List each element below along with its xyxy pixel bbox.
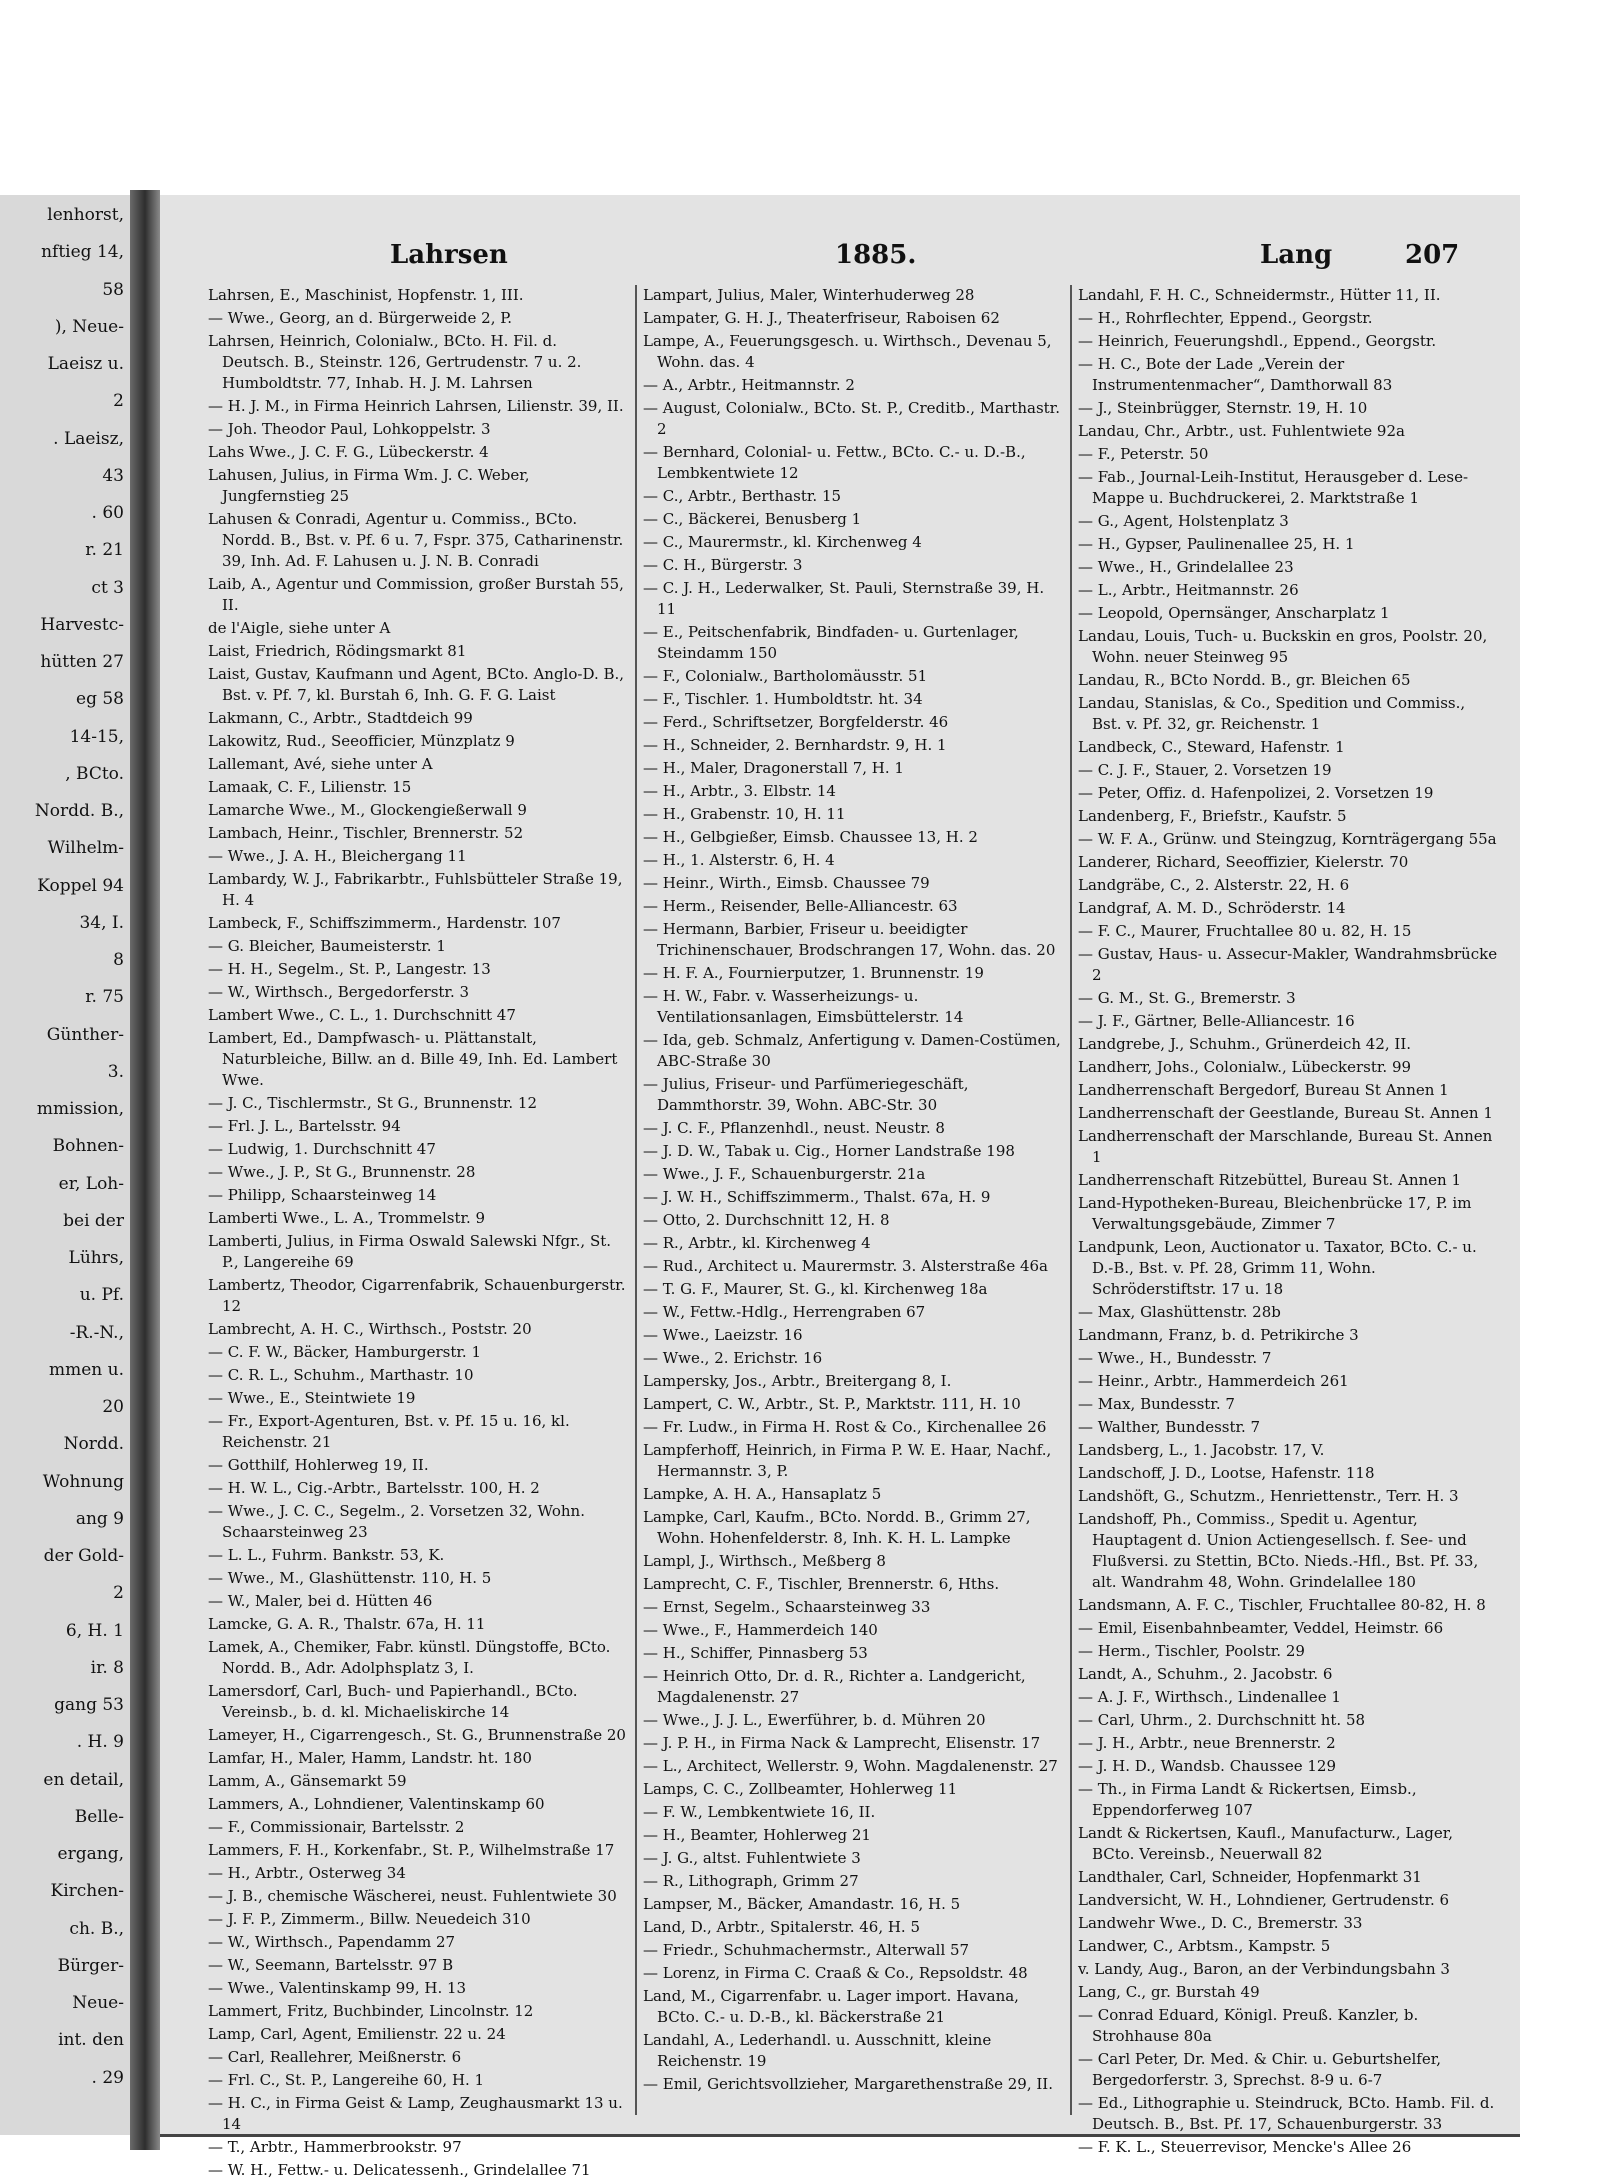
directory-entry: Lamarche Wwe., M., Glockengießerwall 9 bbox=[208, 801, 527, 819]
directory-entry: — J., Steinbrügger, Sternstr. 19, H. 10 bbox=[1078, 399, 1368, 417]
directory-entry: Landgrebe, J., Schuhm., Grünerdeich 42, II. bbox=[1078, 1035, 1412, 1053]
directory-entry: Landt & Rickertsen, Kaufl., Manufacturw., Lager, BCto. Vereinsb., Neuerwall 82 bbox=[1078, 1824, 1454, 1863]
directory-entry: Landsmann, A. F. C., Tischler, Fruchtallee 80-82, H. 8 bbox=[1078, 1596, 1486, 1614]
directory-entry: — W., Maler, bei d. Hütten 46 bbox=[208, 1592, 433, 1610]
facing-page-text: 2 bbox=[113, 1583, 124, 1604]
directory-entry: Lammers, A., Lohndiener, Valentinskamp 60 bbox=[208, 1795, 545, 1813]
directory-entry: — F. C., Maurer, Fruchtallee 80 u. 82, H. 15 bbox=[1078, 922, 1412, 940]
directory-entry: — W., Wirthsch., Bergedorferstr. 3 bbox=[208, 983, 470, 1001]
directory-entry: — Ludwig, 1. Durchschnitt 47 bbox=[208, 1140, 436, 1158]
directory-entry: — Carl, Uhrm., 2. Durchschnitt ht. 58 bbox=[1078, 1711, 1366, 1729]
directory-entry: — W., Fettw.-Hdlg., Herrengraben 67 bbox=[643, 1303, 926, 1321]
facing-page-text: 34, I. bbox=[79, 912, 124, 933]
facing-page-text: hütten 27 bbox=[40, 652, 124, 673]
facing-page-text: en detail, bbox=[43, 1769, 124, 1790]
directory-entry: — Heinrich, Feuerungshdl., Eppend., Georgstr. bbox=[1078, 332, 1437, 350]
directory-entry: Landherrenschaft der Marschlande, Bureau St. Annen 1 bbox=[1078, 1127, 1493, 1166]
column-divider bbox=[635, 285, 637, 2115]
directory-entry: — Wwe., J. C. C., Segelm., 2. Vorsetzen 32, Wohn. Schaarsteinweg 23 bbox=[208, 1502, 585, 1541]
column-2 bbox=[643, 285, 1063, 2115]
directory-entry: — F., Commissionair, Bartelsstr. 2 bbox=[208, 1818, 465, 1836]
directory-entry: — C., Maurermstr., kl. Kirchenweg 4 bbox=[643, 533, 922, 551]
directory-entry: Lambach, Heinr., Tischler, Brennerstr. 52 bbox=[208, 824, 524, 842]
directory-entry: — Wwe., H., Grindelallee 23 bbox=[1078, 558, 1294, 576]
facing-page-text: ergang, bbox=[57, 1844, 124, 1865]
directory-entry: — Frl. J. L., Bartelsstr. 94 bbox=[208, 1117, 401, 1135]
facing-page-fragment bbox=[0, 195, 130, 2135]
page-bottom-edge bbox=[160, 2134, 1520, 2137]
facing-page-text: nftieg 14, bbox=[41, 242, 124, 263]
directory-entry: — H. W. L., Cig.-Arbtr., Bartelsstr. 100, H. 2 bbox=[208, 1479, 540, 1497]
directory-entry: Lahusen & Conradi, Agentur u. Commiss., BCto. Nordd. B., Bst. v. Pf. 6 u. 7, Fspr. 375, Catharinenstr. 39, Inh. Ad. F. Lahusen u. J. N. B. Conradi bbox=[208, 510, 624, 570]
directory-entry: Lang, C., gr. Burstah 49 bbox=[1078, 1983, 1260, 2001]
facing-page-text: mmen u. bbox=[48, 1359, 124, 1380]
directory-entry: Lambrecht, A. H. C., Wirthsch., Poststr. 20 bbox=[208, 1320, 532, 1338]
directory-entry: — L., Arbtr., Heitmannstr. 26 bbox=[1078, 581, 1299, 599]
directory-entry: Landwehr Wwe., D. C., Bremerstr. 33 bbox=[1078, 1914, 1363, 1932]
facing-page-text: ct 3 bbox=[91, 577, 124, 598]
directory-entry: — Friedr., Schuhmachermstr., Alterwall 57 bbox=[643, 1941, 970, 1959]
directory-entry: Landgraf, A. M. D., Schröderstr. 14 bbox=[1078, 899, 1346, 917]
directory-entry: — J. H. D., Wandsb. Chaussee 129 bbox=[1078, 1757, 1337, 1775]
directory-entry: — Hermann, Barbier, Friseur u. beeidigter Trichinenschauer, Brodschrangen 17, Wohn. das. 20 bbox=[643, 920, 1056, 959]
directory-entry: — H., Schneider, 2. Bernhardstr. 9, H. 1 bbox=[643, 736, 947, 754]
directory-page bbox=[160, 195, 1520, 2179]
directory-entry: Landau, Chr., Arbtr., ust. Fuhlentwiete 92a bbox=[1078, 422, 1405, 440]
directory-entry: Landherrenschaft Bergedorf, Bureau St Annen 1 bbox=[1078, 1081, 1449, 1099]
directory-entry: Landherr, Johs., Colonialw., Lübeckerstr. 99 bbox=[1078, 1058, 1412, 1076]
directory-entry: Landbeck, C., Steward, Hafenstr. 1 bbox=[1078, 738, 1345, 756]
book-gutter bbox=[130, 190, 160, 2150]
directory-entry: — H., Grabenstr. 10, H. 11 bbox=[643, 805, 846, 823]
directory-entry: — Gotthilf, Hohlerweg 19, II. bbox=[208, 1456, 429, 1474]
directory-entry: Landthaler, Carl, Schneider, Hopfenmarkt 31 bbox=[1078, 1868, 1422, 1886]
directory-entry: — J. G., altst. Fuhlentwiete 3 bbox=[643, 1849, 861, 1867]
directory-entry: — Bernhard, Colonial- u. Fettw., BCto. C.- u. D.-B., Lembkentwiete 12 bbox=[643, 443, 1026, 482]
directory-entry: Lamberti, Julius, in Firma Oswald Salewski Nfgr., St. P., Langereihe 69 bbox=[208, 1232, 612, 1271]
directory-entry: Landshöft, G., Schutzm., Henriettenstr., Terr. H. 3 bbox=[1078, 1487, 1459, 1505]
directory-entry: Lamek, A., Chemiker, Fabr. künstl. Düngstoffe, BCto. Nordd. B., Adr. Adolphsplatz 3, I. bbox=[208, 1638, 611, 1677]
directory-entry: — Ernst, Segelm., Schaarsteinweg 33 bbox=[643, 1598, 931, 1616]
facing-page-text: u. Pf. bbox=[79, 1285, 124, 1306]
directory-entry: — F. K. L., Steuerrevisor, Mencke's Allee 26 bbox=[1078, 2138, 1412, 2156]
facing-page-text: Harvestc- bbox=[40, 614, 124, 635]
directory-entry: — J. F. P., Zimmerm., Billw. Neuedeich 310 bbox=[208, 1910, 531, 1928]
directory-entry: — Frl. C., St. P., Langereihe 60, H. 1 bbox=[208, 2071, 485, 2089]
directory-entry: Landshoff, Ph., Commiss., Spedit u. Agentur, Hauptagent d. Union Actiengesellsch. f. See- und Flußversi. zu Stettin, BCto. Nieds.-Hfl., Bst. Pf. 33, alt. Wandrahm 48, Wohn. Grindelallee 180 bbox=[1078, 1510, 1479, 1591]
directory-entry: — August, Colonialw., BCto. St. P., Creditb., Marthastr. 2 bbox=[643, 399, 1060, 438]
directory-entry: — Ida, geb. Schmalz, Anfertigung v. Damen-Costümen, ABC-Straße 30 bbox=[643, 1031, 1061, 1070]
directory-entry: — H., Rohrflechter, Eppend., Georgstr. bbox=[1078, 309, 1373, 327]
directory-entry: — J. D. W., Tabak u. Cig., Horner Landstraße 198 bbox=[643, 1142, 1015, 1160]
facing-page-text: Koppel 94 bbox=[37, 875, 124, 896]
directory-entry: Lahs Wwe., J. C. F. G., Lübeckerstr. 4 bbox=[208, 443, 489, 461]
directory-entry: — Wwe., J. A. H., Bleichergang 11 bbox=[208, 847, 467, 865]
directory-entry: — F. W., Lembkentwiete 16, II. bbox=[643, 1803, 876, 1821]
directory-entry: — Wwe., H., Bundesstr. 7 bbox=[1078, 1349, 1272, 1367]
facing-page-text: Belle- bbox=[74, 1806, 124, 1827]
directory-entry: — Wwe., Georg, an d. Bürgerweide 2, P. bbox=[208, 309, 513, 327]
directory-entry: Lampke, A. H. A., Hansaplatz 5 bbox=[643, 1485, 882, 1503]
directory-entry: — H., Maler, Dragonerstall 7, H. 1 bbox=[643, 759, 904, 777]
directory-entry: Laist, Gustav, Kaufmann und Agent, BCto. Anglo-D. B., Bst. v. Pf. 7, kl. Burstah 6, Inh. G. F. G. Laist bbox=[208, 665, 625, 704]
directory-entry: — Carl Peter, Dr. Med. & Chir. u. Geburtshelfer, Bergedorferstr. 3, Sprechst. 8-9 u. 6-7 bbox=[1078, 2050, 1442, 2089]
directory-entry: — C., Bäckerei, Benusberg 1 bbox=[643, 510, 862, 528]
header-left-keyword: Lahrsen bbox=[390, 240, 508, 270]
directory-entry: — J. C., Tischlermstr., St G., Brunnenstr. 12 bbox=[208, 1094, 537, 1112]
directory-entry: Landt, A., Schuhm., 2. Jacobstr. 6 bbox=[1078, 1665, 1333, 1683]
directory-entry: Laist, Friedrich, Rödingsmarkt 81 bbox=[208, 642, 467, 660]
directory-entry: — Wwe., Valentinskamp 99, H. 13 bbox=[208, 1979, 467, 1997]
directory-entry: — A. J. F., Wirthsch., Lindenallee 1 bbox=[1078, 1688, 1341, 1706]
directory-entry: — Wwe., J. F., Schauenburgerstr. 21a bbox=[643, 1165, 926, 1183]
directory-entry: — Emil, Eisenbahnbeamter, Veddel, Heimstr. 66 bbox=[1078, 1619, 1444, 1637]
directory-entry: — Otto, 2. Durchschnitt 12, H. 8 bbox=[643, 1211, 890, 1229]
facing-page-text: . Laeisz, bbox=[53, 428, 124, 449]
facing-page-text: Wilhelm- bbox=[47, 838, 124, 859]
directory-entry: Lamersdorf, Carl, Buch- und Papierhandl., BCto. Vereinsb., b. d. kl. Michaeliskirche 14 bbox=[208, 1682, 578, 1721]
directory-entry: — H., Beamter, Hohlerweg 21 bbox=[643, 1826, 871, 1844]
directory-entry: — Herm., Reisender, Belle-Alliancestr. 63 bbox=[643, 897, 958, 915]
directory-entry: Lampater, G. H. J., Theaterfriseur, Raboisen 62 bbox=[643, 309, 1000, 327]
directory-entry: Lamberti Wwe., L. A., Trommelstr. 9 bbox=[208, 1209, 486, 1227]
facing-page-text: er, Loh- bbox=[58, 1173, 124, 1194]
facing-page-text: Kirchen- bbox=[50, 1881, 124, 1902]
facing-page-text: Bürger- bbox=[57, 1955, 124, 1976]
facing-page-text: 3. bbox=[107, 1061, 124, 1082]
directory-entry: de l'Aigle, siehe unter A bbox=[208, 619, 391, 637]
directory-entry: — Wwe., M., Glashüttenstr. 110, H. 5 bbox=[208, 1569, 492, 1587]
directory-entry: Landversicht, W. H., Lohndiener, Gertrudenstr. 6 bbox=[1078, 1891, 1450, 1909]
directory-entry: — Rud., Architect u. Maurermstr. 3. Alsterstraße 46a bbox=[643, 1257, 1048, 1275]
facing-page-text: Nordd. B., bbox=[34, 801, 124, 822]
facing-page-text: eg 58 bbox=[76, 689, 124, 710]
directory-entry: — Wwe., 2. Erichstr. 16 bbox=[643, 1349, 823, 1367]
directory-entry: — H. C., Bote der Lade „Verein der Instrumentenmacher“, Damthorwall 83 bbox=[1078, 355, 1393, 394]
directory-entry: — G., Agent, Holstenplatz 3 bbox=[1078, 512, 1289, 530]
directory-entry: — H. C., in Firma Geist & Lamp, Zeughausmarkt 13 u. 14 bbox=[208, 2094, 623, 2133]
directory-entry: Landgräbe, C., 2. Alsterstr. 22, H. 6 bbox=[1078, 876, 1350, 894]
directory-entry: Landschoff, J. D., Lootse, Hafenstr. 118 bbox=[1078, 1464, 1375, 1482]
directory-entry: — R., Arbtr., kl. Kirchenweg 4 bbox=[643, 1234, 871, 1252]
directory-entry: Lamp, Carl, Agent, Emilienstr. 22 u. 24 bbox=[208, 2025, 506, 2043]
directory-entry: — H., 1. Alsterstr. 6, H. 4 bbox=[643, 851, 835, 869]
directory-entry: — H., Gypser, Paulinenallee 25, H. 1 bbox=[1078, 535, 1355, 553]
directory-entry: Landau, Louis, Tuch- u. Buckskin en gros, Poolstr. 20, Wohn. neuer Steinweg 95 bbox=[1078, 627, 1488, 666]
directory-entry: — J. W. H., Schiffszimmerm., Thalst. 67a, H. 9 bbox=[643, 1188, 991, 1206]
directory-entry: Lakmann, C., Arbtr., Stadtdeich 99 bbox=[208, 709, 473, 727]
directory-entry: Landenberg, F., Briefstr., Kaufstr. 5 bbox=[1078, 807, 1347, 825]
directory-entry: — J. C. F., Pflanzenhdl., neust. Neustr. 8 bbox=[643, 1119, 945, 1137]
directory-entry: — F., Colonialw., Bartholomäusstr. 51 bbox=[643, 667, 928, 685]
directory-entry: — W. F. A., Grünw. und Steingzug, Kornträgergang 55a bbox=[1078, 830, 1497, 848]
facing-page-text: , BCto. bbox=[65, 763, 124, 784]
directory-entry: v. Landy, Aug., Baron, an der Verbindungsbahn 3 bbox=[1078, 1960, 1450, 1978]
directory-entry: Lamm, A., Gänsemarkt 59 bbox=[208, 1772, 407, 1790]
column-1 bbox=[208, 285, 628, 2179]
facing-page-text: bei der bbox=[63, 1210, 124, 1231]
facing-page-text: Neue- bbox=[72, 1993, 124, 2014]
directory-entry: — T. G. F., Maurer, St. G., kl. Kirchenweg 18a bbox=[643, 1280, 988, 1298]
directory-entry: Lambert, Ed., Dampfwasch- u. Plättanstalt, Naturbleiche, Billw. an d. Bille 49, Inh. Ed. Lambert Wwe. bbox=[208, 1029, 618, 1089]
directory-entry: — H. W., Fabr. v. Wasserheizungs- u. Ventilationsanlagen, Eimsbüttelerstr. 14 bbox=[643, 987, 964, 1026]
directory-entry: — Wwe., E., Steintwiete 19 bbox=[208, 1389, 416, 1407]
directory-entry: — Wwe., J. P., St G., Brunnenstr. 28 bbox=[208, 1163, 476, 1181]
facing-page-text: der Gold- bbox=[43, 1546, 124, 1567]
directory-entry: — Carl, Reallehrer, Meißnerstr. 6 bbox=[208, 2048, 462, 2066]
directory-entry: Land, M., Cigarrenfabr. u. Lager import. Havana, BCto. C.- u. D.-B., kl. Bäckerstraße 21 bbox=[643, 1987, 1019, 2026]
directory-entry: Landau, R., BCto Nordd. B., gr. Bleichen 65 bbox=[1078, 671, 1411, 689]
header-right-keyword: Lang bbox=[1260, 240, 1333, 270]
directory-entry: — Leopold, Opernsänger, Anscharplatz 1 bbox=[1078, 604, 1390, 622]
directory-entry: Lallemant, Avé, siehe unter A bbox=[208, 755, 433, 773]
directory-entry: Lampser, M., Bäcker, Amandastr. 16, H. 5 bbox=[643, 1895, 961, 1913]
directory-entry: — G. Bleicher, Baumeisterstr. 1 bbox=[208, 937, 446, 955]
directory-entry: Lampart, Julius, Maler, Winterhuderweg 28 bbox=[643, 286, 975, 304]
facing-page-text: Bohnen- bbox=[52, 1136, 124, 1157]
directory-entry: — Ferd., Schriftsetzer, Borgfelderstr. 46 bbox=[643, 713, 949, 731]
directory-entry: Lahrsen, Heinrich, Colonialw., BCto. H. Fil. d. Deutsch. B., Steinstr. 126, Gertrudenstr. 7 u. 2. Humboldtstr. 77, Inhab. H. J. M. Lahrsen bbox=[208, 332, 582, 392]
directory-entry: — E., Peitschenfabrik, Bindfaden- u. Gurtenlager, Steindamm 150 bbox=[643, 623, 1019, 662]
directory-entry: — Max, Bundesstr. 7 bbox=[1078, 1395, 1235, 1413]
directory-entry: — W. H., Fettw.- u. Delicatessenh., Grindelallee 71 bbox=[208, 2161, 591, 2179]
directory-entry: Lamps, C. C., Zollbeamter, Hohlerweg 11 bbox=[643, 1780, 958, 1798]
directory-entry: — Conrad Eduard, Königl. Preuß. Kanzler, b. Strohhause 80a bbox=[1078, 2006, 1419, 2045]
directory-entry: — Emil, Gerichtsvollzieher, Margarethenstraße 29, II. bbox=[643, 2075, 1053, 2093]
directory-entry: — G. M., St. G., Bremerstr. 3 bbox=[1078, 989, 1296, 1007]
facing-page-text: gang 53 bbox=[54, 1695, 124, 1716]
facing-page-text: r. 75 bbox=[85, 987, 124, 1008]
directory-entry: — W., Wirthsch., Papendamm 27 bbox=[208, 1933, 456, 1951]
directory-entry: — Wwe., F., Hammerdeich 140 bbox=[643, 1621, 878, 1639]
directory-entry: — Herm., Tischler, Poolstr. 29 bbox=[1078, 1642, 1305, 1660]
directory-entry: — H. F. A., Fournierputzer, 1. Brunnenstr. 19 bbox=[643, 964, 984, 982]
directory-entry: Lammers, F. H., Korkenfabr., St. P., Wilhelmstraße 17 bbox=[208, 1841, 615, 1859]
facing-page-text: r. 21 bbox=[85, 540, 124, 561]
directory-entry: Lahusen, Julius, in Firma Wm. J. C. Weber, Jungfernstieg 25 bbox=[208, 466, 530, 505]
directory-entry: — T., Arbtr., Hammerbrookstr. 97 bbox=[208, 2138, 462, 2156]
directory-entry: — Walther, Bundesstr. 7 bbox=[1078, 1418, 1261, 1436]
directory-entry: — H., Arbtr., Osterweg 34 bbox=[208, 1864, 406, 1882]
directory-entry: — C. J. H., Lederwalker, St. Pauli, Sternstraße 39, H. 11 bbox=[643, 579, 1045, 618]
directory-entry: Lamaak, C. F., Lilienstr. 15 bbox=[208, 778, 412, 796]
directory-entry: — J. B., chemische Wäscherei, neust. Fuhlentwiete 30 bbox=[208, 1887, 617, 1905]
directory-entry: — F., Peterstr. 50 bbox=[1078, 445, 1209, 463]
directory-entry: — Max, Glashüttenstr. 28b bbox=[1078, 1303, 1281, 1321]
directory-entry: — J. P. H., in Firma Nack & Lamprecht, Elisenstr. 17 bbox=[643, 1734, 1041, 1752]
directory-entry: Lampe, A., Feuerungsgesch. u. Wirthsch., Devenau 5, Wohn. das. 4 bbox=[643, 332, 1052, 371]
column-3 bbox=[1078, 285, 1498, 2156]
directory-entry: Lampke, Carl, Kaufm., BCto. Nordd. B., Grimm 27, Wohn. Hohenfelderstr. 8, Inh. K. H. L. Lampke bbox=[643, 1508, 1031, 1547]
page-header bbox=[160, 240, 1520, 280]
facing-page-text: 2 bbox=[113, 391, 124, 412]
directory-entry: — Julius, Friseur- und Parfümeriegeschäft, Dammthorstr. 39, Wohn. ABC-Str. 30 bbox=[643, 1075, 969, 1114]
facing-page-text: mmission, bbox=[36, 1099, 124, 1120]
directory-entry: Land, D., Arbtr., Spitalerstr. 46, H. 5 bbox=[643, 1918, 921, 1936]
facing-page-text: Lührs, bbox=[68, 1248, 124, 1269]
facing-page-text: 20 bbox=[102, 1397, 124, 1418]
facing-page-text: -R.-N., bbox=[69, 1322, 124, 1343]
directory-entry: Lambeck, F., Schiffszimmerm., Hardenstr. 107 bbox=[208, 914, 561, 932]
directory-entry: Lahrsen, E., Maschinist, Hopfenstr. 1, III. bbox=[208, 286, 524, 304]
directory-entry: — Lorenz, in Firma C. Craaß & Co., Repsoldstr. 48 bbox=[643, 1964, 1028, 1982]
directory-entry: — J. H., Arbtr., neue Brennerstr. 2 bbox=[1078, 1734, 1336, 1752]
directory-entry: Lamprecht, C. F., Tischler, Brennerstr. 6, Hths. bbox=[643, 1575, 1000, 1593]
directory-entry: — Gustav, Haus- u. Assecur-Makler, Wandrahmsbrücke 2 bbox=[1078, 945, 1498, 984]
directory-entry: — Heinr., Arbtr., Hammerdeich 261 bbox=[1078, 1372, 1349, 1390]
facing-page-text: ir. 8 bbox=[90, 1657, 124, 1678]
directory-entry: — Philipp, Schaarsteinweg 14 bbox=[208, 1186, 437, 1204]
directory-entry: Laib, A., Agentur und Commission, großer Burstah 55, II. bbox=[208, 575, 624, 614]
directory-entry: Lamfar, H., Maler, Hamm, Landstr. ht. 180 bbox=[208, 1749, 532, 1767]
directory-entry: — C., Arbtr., Berthastr. 15 bbox=[643, 487, 842, 505]
page-margin bbox=[1520, 195, 1600, 2135]
directory-entry: Landau, Stanislas, & Co., Spedition und Commiss., Bst. v. Pf. 32, gr. Reichenstr. 1 bbox=[1078, 694, 1466, 733]
facing-page-text: . H. 9 bbox=[76, 1732, 124, 1753]
directory-entry: Landsberg, L., 1. Jacobstr. 17, V. bbox=[1078, 1441, 1325, 1459]
facing-page-text: 14-15, bbox=[69, 726, 124, 747]
column-divider bbox=[1070, 285, 1072, 2115]
directory-entry: — W., Seemann, Bartelsstr. 97 B bbox=[208, 1956, 454, 1974]
facing-page-text: Günther- bbox=[46, 1024, 124, 1045]
directory-entry: Landmann, Franz, b. d. Petrikirche 3 bbox=[1078, 1326, 1359, 1344]
directory-entry: — Joh. Theodor Paul, Lohkoppelstr. 3 bbox=[208, 420, 491, 438]
directory-entry: — Th., in Firma Landt & Rickertsen, Eimsb., Eppendorferweg 107 bbox=[1078, 1780, 1417, 1819]
directory-entry: — C. J. F., Stauer, 2. Vorsetzen 19 bbox=[1078, 761, 1332, 779]
facing-page-text: Nordd. bbox=[63, 1434, 124, 1455]
directory-entry: — Fr. Ludw., in Firma H. Rost & Co., Kirchenallee 26 bbox=[643, 1418, 1047, 1436]
facing-page-text: . 60 bbox=[91, 503, 124, 524]
directory-entry: — J. F., Gärtner, Belle-Alliancestr. 16 bbox=[1078, 1012, 1355, 1030]
directory-entry: Land-Hypotheken-Bureau, Bleichenbrücke 17, P. im Verwaltungsgebäude, Zimmer 7 bbox=[1078, 1194, 1472, 1233]
directory-entry: Lammert, Fritz, Buchbinder, Lincolnstr. 12 bbox=[208, 2002, 534, 2020]
directory-entry: — R., Lithograph, Grimm 27 bbox=[643, 1872, 859, 1890]
directory-entry: — L., Architect, Wellerstr. 9, Wohn. Magdalenenstr. 27 bbox=[643, 1757, 1058, 1775]
directory-entry: — H. H., Segelm., St. P., Langestr. 13 bbox=[208, 960, 491, 978]
directory-entry: Lambardy, W. J., Fabrikarbtr., Fuhlsbütteler Straße 19, H. 4 bbox=[208, 870, 623, 909]
facing-page-text: ang 9 bbox=[75, 1508, 124, 1529]
directory-entry: Lambertz, Theodor, Cigarrenfabrik, Schauenburgerstr. 12 bbox=[208, 1276, 626, 1315]
directory-entry: — A., Arbtr., Heitmannstr. 2 bbox=[643, 376, 855, 394]
directory-entry: — F., Tischler. 1. Humboldtstr. ht. 34 bbox=[643, 690, 923, 708]
directory-entry: Lampferhoff, Heinrich, in Firma P. W. E. Haar, Nachf., Hermannstr. 3, P. bbox=[643, 1441, 1052, 1480]
directory-entry: — C. R. L., Schuhm., Marthastr. 10 bbox=[208, 1366, 474, 1384]
directory-entry: — Heinrich Otto, Dr. d. R., Richter a. Landgericht, Magdalenenstr. 27 bbox=[643, 1667, 1026, 1706]
directory-entry: Lampersky, Jos., Arbtr., Breitergang 8, I. bbox=[643, 1372, 952, 1390]
facing-page-text: 43 bbox=[102, 465, 124, 486]
directory-entry: Lampl, J., Wirthsch., Meßberg 8 bbox=[643, 1552, 886, 1570]
directory-entry: — Ed., Lithographie u. Steindruck, BCto. Hamb. Fil. d. Deutsch. B., Bst. Pf. 17, Schauenburgerstr. 33 bbox=[1078, 2094, 1495, 2133]
directory-entry: Landerer, Richard, Seeoffizier, Kielerstr. 70 bbox=[1078, 853, 1409, 871]
facing-page-text: 8 bbox=[113, 950, 124, 971]
directory-entry: Lampert, C. W., Arbtr., St. P., Marktstr. 111, H. 10 bbox=[643, 1395, 1021, 1413]
directory-entry: — Fab., Journal-Leih-Institut, Herausgeber d. Lese-Mappe u. Buchdruckerei, 2. Marktstraße 1 bbox=[1078, 468, 1469, 507]
directory-entry: Lamcke, G. A. R., Thalstr. 67a, H. 11 bbox=[208, 1615, 486, 1633]
directory-entry: — L. L., Fuhrm. Bankstr. 53, K. bbox=[208, 1546, 445, 1564]
facing-page-text: . 29 bbox=[91, 2067, 124, 2088]
facing-page-text: Laeisz u. bbox=[47, 354, 124, 375]
directory-entry: Lameyer, H., Cigarrengesch., St. G., Brunnenstraße 20 bbox=[208, 1726, 626, 1744]
directory-entry: Landahl, A., Lederhandl. u. Ausschnitt, kleine Reichenstr. 19 bbox=[643, 2031, 992, 2070]
directory-entry: Landherrenschaft der Geestlande, Bureau St. Annen 1 bbox=[1078, 1104, 1493, 1122]
directory-entry: — H. J. M., in Firma Heinrich Lahrsen, Lilienstr. 39, II. bbox=[208, 397, 624, 415]
directory-entry: — Peter, Offiz. d. Hafenpolizei, 2. Vorsetzen 19 bbox=[1078, 784, 1434, 802]
facing-page-text: 58 bbox=[102, 279, 124, 300]
page-number: 207 bbox=[1405, 240, 1460, 270]
facing-page-text: Wohnung bbox=[42, 1471, 124, 1492]
directory-entry: — Fr., Export-Agenturen, Bst. v. Pf. 15 u. 16, kl. Reichenstr. 21 bbox=[208, 1412, 570, 1451]
directory-entry: — Wwe., Laeizstr. 16 bbox=[643, 1326, 803, 1344]
header-year: 1885. bbox=[835, 240, 917, 270]
directory-entry: Landherrenschaft Ritzebüttel, Bureau St. Annen 1 bbox=[1078, 1171, 1462, 1189]
directory-entry: Lakowitz, Rud., Seeofficier, Münzplatz 9 bbox=[208, 732, 515, 750]
directory-entry: — H., Gelbgießer, Eimsb. Chaussee 13, H. 2 bbox=[643, 828, 978, 846]
directory-entry: — C. F. W., Bäcker, Hamburgerstr. 1 bbox=[208, 1343, 482, 1361]
directory-entry: Landahl, F. H. C., Schneidermstr., Hütter 11, II. bbox=[1078, 286, 1441, 304]
directory-entry: — C. H., Bürgerstr. 3 bbox=[643, 556, 803, 574]
facing-page-text: 6, H. 1 bbox=[65, 1620, 124, 1641]
directory-entry: Lambert Wwe., C. L., 1. Durchschnitt 47 bbox=[208, 1006, 516, 1024]
facing-page-text: ch. B., bbox=[69, 1918, 124, 1939]
facing-page-text: ), Neue- bbox=[54, 316, 124, 337]
facing-page-text: int. den bbox=[58, 2030, 124, 2051]
directory-entry: — H., Schiffer, Pinnasberg 53 bbox=[643, 1644, 868, 1662]
directory-entry: — Wwe., J. J. L., Ewerführer, b. d. Mühren 20 bbox=[643, 1711, 986, 1729]
directory-entry: — H., Arbtr., 3. Elbstr. 14 bbox=[643, 782, 836, 800]
directory-entry: Landpunk, Leon, Auctionator u. Taxator, BCto. C.- u. D.-B., Bst. v. Pf. 28, Grimm 11, Wohn. Schröderstiftstr. 17 u. 18 bbox=[1078, 1238, 1477, 1298]
directory-entry: Landwer, C., Arbtsm., Kampstr. 5 bbox=[1078, 1937, 1331, 1955]
directory-entry: — Heinr., Wirth., Eimsb. Chaussee 79 bbox=[643, 874, 930, 892]
facing-page-text: lenhorst, bbox=[47, 205, 124, 225]
